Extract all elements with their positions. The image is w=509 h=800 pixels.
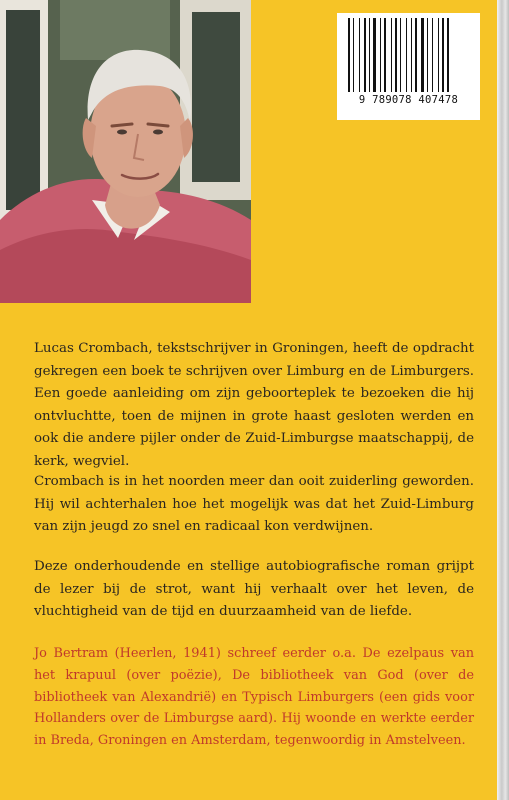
barcode	[337, 13, 480, 120]
author-photo	[0, 0, 251, 303]
author-bio: Jo Bertram (Heerlen, 1941) schreef eerder o.a. De ezelpaus van het krapuul (over poëzie), De bibliotheek van God (over de bibliotheek van Alexandrië) en Typisch Limburgers (een gids voor Hollanders over de Limburgse aard). Hij woonde en werkte eerder in Breda, Groningen en Amsterdam, tegenwoordig in Amstelveen.	[34, 646, 474, 749]
isbn-number: 9 789078 407478	[358, 94, 459, 106]
page-edge	[497, 0, 509, 800]
blurb-paragraph-3: Deze onderhoudende en stellige autobiografische roman grijpt de lezer bij de strot, want hij verhaalt over het leven, de vluchtigheid van de tijd en duurzaamheid van de liefde.	[34, 559, 474, 620]
barcode-bars-icon	[348, 18, 469, 92]
blurb-paragraph-1: Lucas Crombach, tekstschrijver in Groningen, heeft de opdracht gekregen een boek te schrijven over Limburg en de Limburgers. Een goede aanleiding om zijn geboorteplek te bezoeken die hij ontvluchtte, toen de mijnen in grote haast gesloten werden en ook die andere pijler onder de Zuid-Limburgse maatschappij, de kerk, wegviel.	[34, 341, 474, 469]
author-portrait-image	[0, 0, 251, 303]
blurb-paragraph-2: Crombach is in het noorden meer dan ooit zuiderling geworden. Hij wil achterhalen hoe het mogelijk was dat het Zuid-Limburg van zijn jeugd zo snel en radicaal kon verdwijnen.	[34, 474, 474, 535]
